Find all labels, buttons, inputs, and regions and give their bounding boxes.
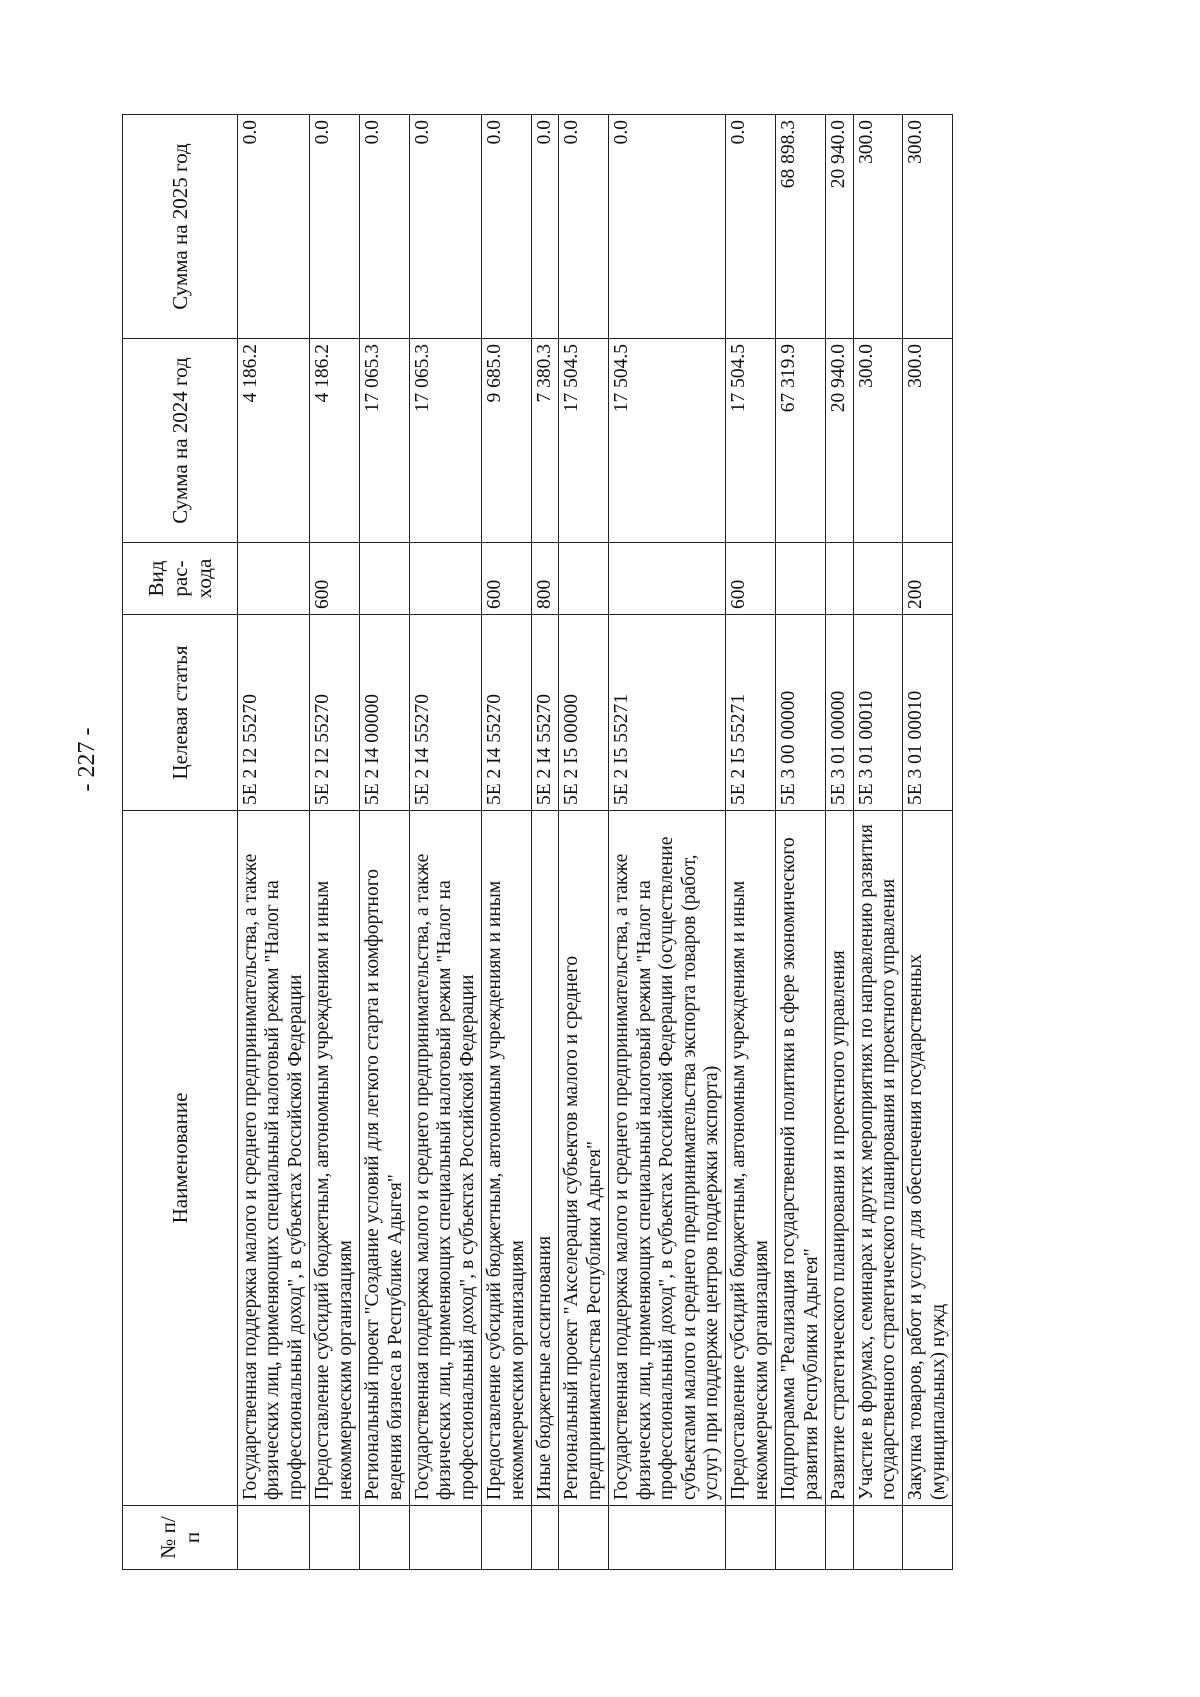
cell-name: Государственная поддержка малого и среднего предпринимательства, а также физических лиц, применяющих специальный налоговый режим "Налог на профессиональный доход", в субъектах Российской Федерации [238, 811, 310, 1506]
cell-name: Региональный проект "Акселерация субъектов малого и среднего предпринимательства Республики Адыгея" [559, 811, 609, 1506]
cell-y2025: 0.0 [409, 115, 481, 339]
cell-kind: 600 [482, 543, 532, 615]
cell-code: 5Е 2 I4 55270 [482, 615, 532, 811]
header-kind: Вид рас-хода [123, 543, 238, 615]
cell-y2025: 68 898.3 [776, 115, 826, 339]
cell-kind: 600 [310, 543, 360, 615]
cell-y2024: 300.0 [903, 339, 953, 543]
header-num: № п/п [123, 1506, 238, 1570]
cell-num [609, 1506, 726, 1570]
cell-y2025: 0.0 [482, 115, 532, 339]
cell-kind [559, 543, 609, 615]
cell-code: 5Е 2 I4 55270 [409, 615, 481, 811]
cell-num [409, 1506, 481, 1570]
table-row [609, 115, 726, 1570]
table-row [409, 115, 481, 1570]
cell-code: 5Е 2 I2 55270 [238, 615, 310, 811]
cell-code: 5Е 2 I5 55271 [726, 615, 776, 811]
header-y2024: Сумма на 2024 год [123, 339, 238, 543]
cell-num [482, 1506, 532, 1570]
cell-name: Закупка товаров, работ и услуг для обеспечения государственных (муниципальных) нужд [903, 811, 953, 1506]
cell-y2025: 0.0 [532, 115, 559, 339]
cell-name: Иные бюджетные ассигнования [532, 811, 559, 1506]
cell-code: 5Е 3 01 00000 [826, 615, 853, 811]
cell-y2025: 0.0 [360, 115, 410, 339]
header-name: Наименование [123, 811, 238, 1506]
table-body [238, 115, 953, 1570]
cell-name: Государственная поддержка малого и среднего предпринимательства, а также физических лиц, применяющих специальный налоговый режим "Налог на профессиональный доход", в субъектах Российской Федерации [409, 811, 481, 1506]
cell-kind [360, 543, 410, 615]
cell-kind [853, 543, 903, 615]
cell-y2025: 0.0 [238, 115, 310, 339]
cell-num [726, 1506, 776, 1570]
cell-y2024: 9 685.0 [482, 339, 532, 543]
header-code: Целевая статья [123, 615, 238, 811]
cell-num [776, 1506, 826, 1570]
table-row [903, 115, 953, 1570]
cell-name: Подпрограмма "Реализация государственной политики в сфере экономического развития Республики Адыгея" [776, 811, 826, 1506]
cell-y2025: 300.0 [853, 115, 903, 339]
cell-y2024: 17 504.5 [726, 339, 776, 543]
cell-kind [609, 543, 726, 615]
cell-kind: 600 [726, 543, 776, 615]
cell-y2025: 0.0 [559, 115, 609, 339]
cell-num [903, 1506, 953, 1570]
budget-table [122, 114, 953, 1570]
cell-kind [238, 543, 310, 615]
cell-y2024: 17 504.5 [609, 339, 726, 543]
cell-kind [826, 543, 853, 615]
table-row [310, 115, 360, 1570]
table-row [726, 115, 776, 1570]
cell-num [853, 1506, 903, 1570]
cell-code: 5Е 2 I4 55270 [532, 615, 559, 811]
cell-y2025: 0.0 [609, 115, 726, 339]
cell-y2024: 20 940.0 [826, 339, 853, 543]
table-row [532, 115, 559, 1570]
cell-y2024: 17 065.3 [409, 339, 481, 543]
table-row [776, 115, 826, 1570]
cell-code: 5Е 2 I2 55270 [310, 615, 360, 811]
table-row [360, 115, 410, 1570]
cell-num [532, 1506, 559, 1570]
cell-y2024: 4 186.2 [310, 339, 360, 543]
cell-num [360, 1506, 410, 1570]
cell-num [310, 1506, 360, 1570]
budget-table-container [122, 115, 949, 1570]
cell-y2024: 17 065.3 [360, 339, 410, 543]
cell-name: Предоставление субсидий бюджетным, автономным учреждениям и иным некоммерческим организациям [310, 811, 360, 1506]
table-row [238, 115, 310, 1570]
table-header [123, 115, 238, 1570]
cell-kind [776, 543, 826, 615]
cell-y2025: 0.0 [310, 115, 360, 339]
cell-num [826, 1506, 853, 1570]
cell-name: Предоставление субсидий бюджетным, автономным учреждениям и иным некоммерческим организациям [482, 811, 532, 1506]
cell-y2025: 300.0 [903, 115, 953, 339]
cell-y2024: 67 319.9 [776, 339, 826, 543]
cell-code: 5Е 3 01 00010 [853, 615, 903, 811]
cell-kind: 800 [532, 543, 559, 615]
cell-y2024: 4 186.2 [238, 339, 310, 543]
cell-code: 5Е 2 I5 55271 [609, 615, 726, 811]
cell-name: Развитие стратегического планирования и проектного управления [826, 811, 853, 1506]
cell-name: Предоставление субсидий бюджетным, автономным учреждениям и иным некоммерческим организациям [726, 811, 776, 1506]
cell-num [559, 1506, 609, 1570]
cell-name: Участие в форумах, семинарах и других мероприятиях по направлению развития государственного стратегического планирования и проектного управления [853, 811, 903, 1506]
cell-num [238, 1506, 310, 1570]
header-y2025: Сумма на 2025 год [123, 115, 238, 339]
cell-code: 5Е 2 I4 00000 [360, 615, 410, 811]
cell-name: Региональный проект "Создание условий для легкого старта и комфортного ведения бизнеса в Республике Адыгея" [360, 811, 410, 1506]
cell-kind [409, 543, 481, 615]
table-row [559, 115, 609, 1570]
table-row [826, 115, 853, 1570]
cell-kind: 200 [903, 543, 953, 615]
cell-code: 5Е 3 00 00000 [776, 615, 826, 811]
cell-code: 5Е 2 I5 00000 [559, 615, 609, 811]
page-number: - 227 - [74, 727, 100, 792]
cell-code: 5Е 3 01 00010 [903, 615, 953, 811]
cell-y2024: 17 504.5 [559, 339, 609, 543]
table-row [482, 115, 532, 1570]
cell-y2024: 7 380.3 [532, 339, 559, 543]
table-row [853, 115, 903, 1570]
cell-y2025: 0.0 [726, 115, 776, 339]
cell-name: Государственная поддержка малого и среднего предпринимательства, а также физических лиц, применяющих специальный налоговый режим "Налог на профессиональный доход", в субъектах Российской Федерации (осуществление субъектами малого и среднего предпринимательства экспорта товаров (работ, услуг) при поддержке центров поддержки экспорта) [609, 811, 726, 1506]
cell-y2025: 20 940.0 [826, 115, 853, 339]
cell-y2024: 300.0 [853, 339, 903, 543]
header-row [123, 115, 238, 1570]
